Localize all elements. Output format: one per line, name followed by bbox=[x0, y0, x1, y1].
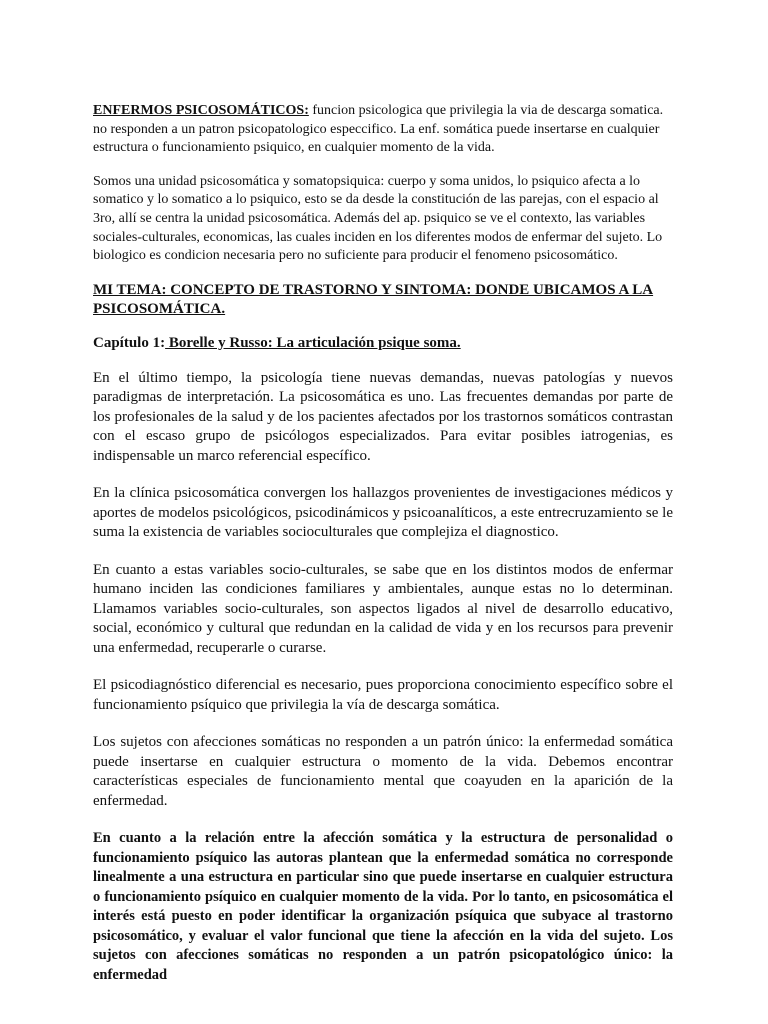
intro-lead: ENFERMOS PSICOSOMÁTICOS: bbox=[93, 103, 309, 118]
section-heading: MI TEMA: CONCEPTO DE TRASTORNO Y SINTOMA: DONDE UBICAMOS A LA PSICOSOMÁTICA. bbox=[93, 281, 654, 317]
body-paragraph: Los sujetos con afecciones somáticas no responden a un patrón único: la enfermedad somática puede insertarse en cualquier estructura o momento de la vida. Debemos encontrar características especiales de funcionamiento mental que coayuden en la aparición de la enfermedad. bbox=[93, 734, 673, 809]
chapter-title bbox=[93, 334, 673, 353]
body-paragraph: En el último tiempo, la psicología tiene nuevas demandas, nuevas patologías y nuevos paradigmas de interpretación. La psicosomática es uno. Las frecuentes demandas por parte de los profesionales de la salud y de los pacientes afectados por los trastornos somáticos contrastan con el escaso grupo de psicólogos especializados. Para evitar posibles iatrogenias, es indispensable un marco referencial específico. bbox=[93, 369, 673, 464]
body-paragraph: En la clínica psicosomática convergen los hallazgos provenientes de investigaciones médicos y aportes de modelos psicológicos, psicodinámicos y psicoanalíticos, a este entrecruzamiento se le suma la existencia de variables socioculturales que complejiza el diagnostico. bbox=[93, 485, 673, 541]
bold-paragraph: En cuanto a la relación entre la afección somática y la estructura de personalidad o funcionamiento psíquico las autoras plantean que la enfermedad somática no corresponde linealmente a una estructura en particular sino que puede insertarse en cualquier estructura o funcionamiento psíquico en cualquier momento de la vida. Por lo tanto, en psicosomática el interés está puesto en poder identificar la organización psíquica que subyace al trastorno psicosomático, y evaluar el valor funcional que tiene la afección en la vida del sujeto. Los sujetos con afecciones somáticas no responden a un patrón psicopatológico único: la enfermedad bbox=[93, 830, 673, 983]
chapter-label: Capítulo 1: bbox=[93, 334, 166, 351]
body-paragraph: En cuanto a estas variables socio-culturales, se sabe que en los distintos modos de enfermar humano inciden las condiciones familiares y ambientales, aunque estas no lo determinan. Llamamos variables socio-culturales, son aspectos ligados al nivel de desarrollo educativo, social, económico y cultural que redundan en la calidad de vida y en los recursos para prevenir una enfermedad, recuperarle o curarse. bbox=[93, 561, 673, 656]
intro-text: funcion psicologica que privilegia la via de descarga somatica. no responden a un patron psicopatologico especcifico. La enf. somática puede insertarse en cualquier estructura o funcionamiento psiquico, en cualquier momento de la vida. bbox=[93, 103, 664, 156]
intro-paragraph bbox=[93, 102, 673, 158]
unity-paragraph: Somos una unidad psicosomática y somatopsiquica: cuerpo y soma unidos, lo psiquico afecta a lo somatico y lo somatico a lo psiquico, esto se da desde la constitución de las parejas, con el espacio al 3ro, allí se centra la unidad psicosomática. Además del ap. psiquico se ve el contexto, las variables sociales-culturales, economicas, las cuales inciden en los diferentes modos de enfermar del sujeto. Lo biologico es condicion necesaria pero no suficiente para producir el fenomeno psicosomático. bbox=[93, 173, 663, 264]
document-page bbox=[93, 102, 673, 985]
body-paragraph: El psicodiagnóstico diferencial es necesario, pues proporciona conocimiento específico sobre el funcionamiento psíquico que privilegia la vía de descarga somática. bbox=[93, 677, 673, 713]
chapter-name: Borelle y Russo: La articulación psique soma. bbox=[165, 334, 461, 351]
